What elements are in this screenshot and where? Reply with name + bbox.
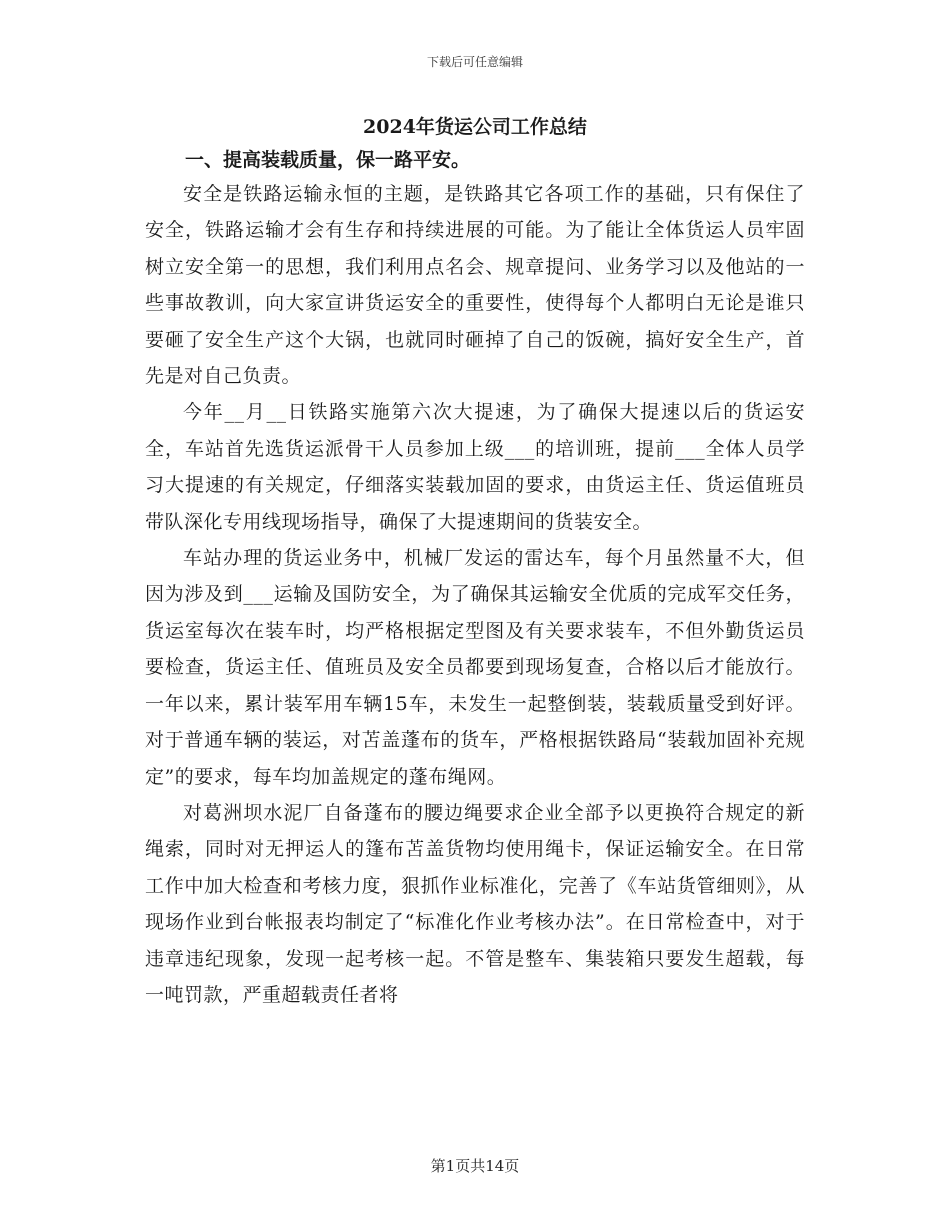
page-number: 第1页共14页 [430,1157,520,1175]
document-body [145,110,805,1013]
section-heading: 一、提高装载质量，保一路平安。 [185,149,471,171]
paragraph-safety-theme: 安全是铁路运输永恒的主题，是铁路其它各项工作的基础，只有保住了安全，铁路运输才会有生存和持续进展的可能。为了能让全体货运人员牢固树立安全第一的思想，我们利用点名会、规章提问、业务学习以及他站的一些事故教训，向大家宣讲货运安全的重要性，使得每个人都明白无论是谁只要砸了安全生产这个大锅，也就同时砸掉了自己的饭碗，搞好安全生产，首先是对自己负责。 [145,183,805,388]
paragraph-speed-up: 今年__月__日铁路实施第六次大提速，为了确保大提速以后的货运安全，车站首先选货运派骨干人员参加上级___的培训班，提前___全体人员学习大提速的有关规定，仔细落实装载加固的要求，由货运主任、货运值班员带队深化专用线现场指导，确保了大提速期间的货装安全。 [145,401,805,533]
page-header-note: 下载后可任意编辑 [426,55,523,69]
document-title: 2024年货运公司工作总结 [363,116,587,138]
paragraph-tarpaulin-ropes: 对葛洲坝水泥厂自备蓬布的腰边绳要求企业全部予以更换符合规定的新绳索，同时对无押运人的篷布苫盖货物均使用绳卡，保证运输安全。在日常工作中加大检查和考核力度，狠抓作业标准化，完善了《车站货管细则》，从现场作业到台帐报表均制定了“标准化作业考核办法”。在日常检查中，对于违章违纪现象，发现一起考核一起。不管是整车、集装箱只要发生超载，每一吨罚款，严重超载责任者将 [145,801,805,1006]
paragraph-radar-cars: 车站办理的货运业务中，机械厂发运的雷达车，每个月虽然量不大，但因为涉及到___运输及国防安全，为了确保其运输安全优质的完成军交任务，货运室每次在装车时，均严格根据定型图及有关要求装车，不但外勤货运员要检查，货运主任、值班员及安全员都要到现场复查，合格以后才能放行。一年以来，累计装军用车辆15车，未发生一起整倒装，装载质量受到好评。对于普通车辆的装运，对苫盖蓬布的货车，严格根据铁路局“装载加固补充规定”的要求，每车均加盖规定的蓬布绳网。 [145,547,805,788]
